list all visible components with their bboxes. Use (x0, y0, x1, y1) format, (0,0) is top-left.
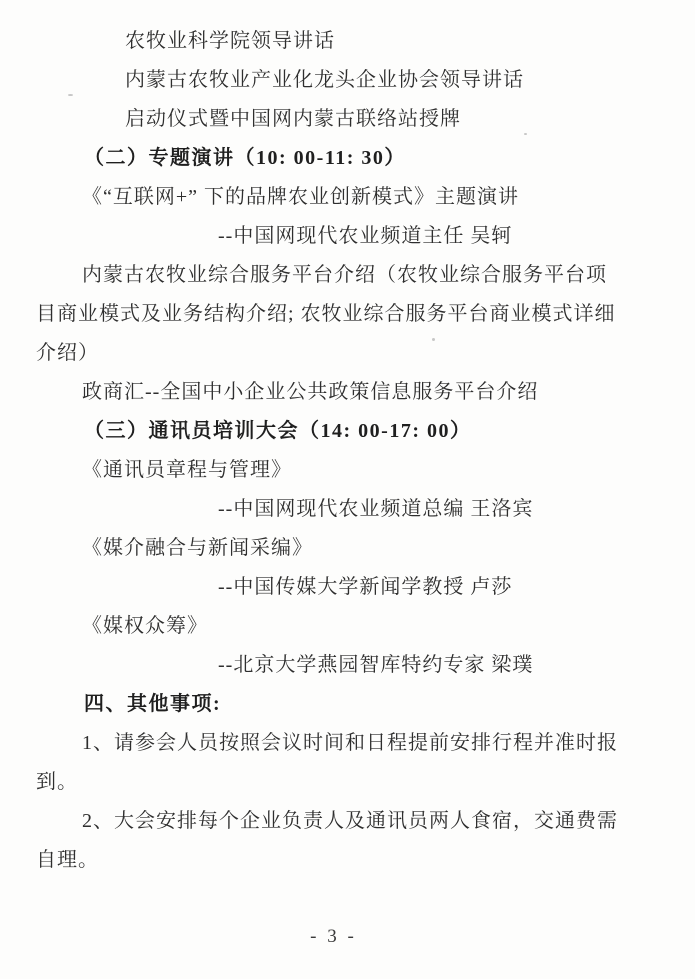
document-line-4: （二）专题演讲（10: 00-11: 30） (84, 147, 406, 169)
document-line-2: 内蒙古农牧业产业化龙头企业协会领导讲话 (125, 69, 524, 91)
document-line-14: 《媒介融合与新闻采编》 (82, 537, 313, 559)
scan-speck (68, 94, 73, 96)
scan-speck (524, 133, 527, 135)
document-line-11: （三）通讯员培训大会（14: 00-17: 00） (84, 420, 472, 442)
document-line-3: 启动仪式暨中国网内蒙古联络站授牌 (125, 108, 461, 130)
document-line-21: 2、大会安排每个企业负责人及通讯员两人食宿，交通费需 (82, 810, 618, 832)
scan-speck (432, 338, 435, 341)
document-line-16: 《媒权众筹》 (82, 615, 208, 637)
document-line-13: --中国网现代农业频道总编 王洛宾 (218, 498, 534, 520)
document-line-20: 到。 (36, 771, 78, 793)
document-line-9: 介绍） (36, 342, 99, 364)
document-line-8: 目商业模式及业务结构介绍; 农牧业综合服务平台商业模式详细 (36, 303, 616, 325)
document-line-5: 《“互联网+” 下的品牌农业创新模式》主题演讲 (82, 186, 520, 208)
document-line-17: --北京大学燕园智库特约专家 梁璞 (218, 654, 534, 676)
page-number: - 3 - (310, 926, 357, 947)
document-body (36, 22, 667, 880)
document-line-12: 《通讯员章程与管理》 (82, 459, 292, 481)
document-line-22: 自理。 (36, 849, 99, 871)
document-line-6: --中国网现代农业频道主任 吴轲 (218, 225, 513, 247)
document-line-19: 1、请参会人员按照会议时间和日程提前安排行程并准时报 (82, 732, 618, 754)
document-line-7: 内蒙古农牧业综合服务平台介绍（农牧业综合服务平台项 (82, 264, 607, 286)
document-line-10: 政商汇--全国中小企业公共政策信息服务平台介绍 (82, 381, 539, 403)
document-line-18: 四、其他事项: (84, 693, 222, 715)
document-line-15: --中国传媒大学新闻学教授 卢莎 (218, 576, 513, 598)
document-line-1: 农牧业科学院领导讲话 (125, 30, 335, 52)
